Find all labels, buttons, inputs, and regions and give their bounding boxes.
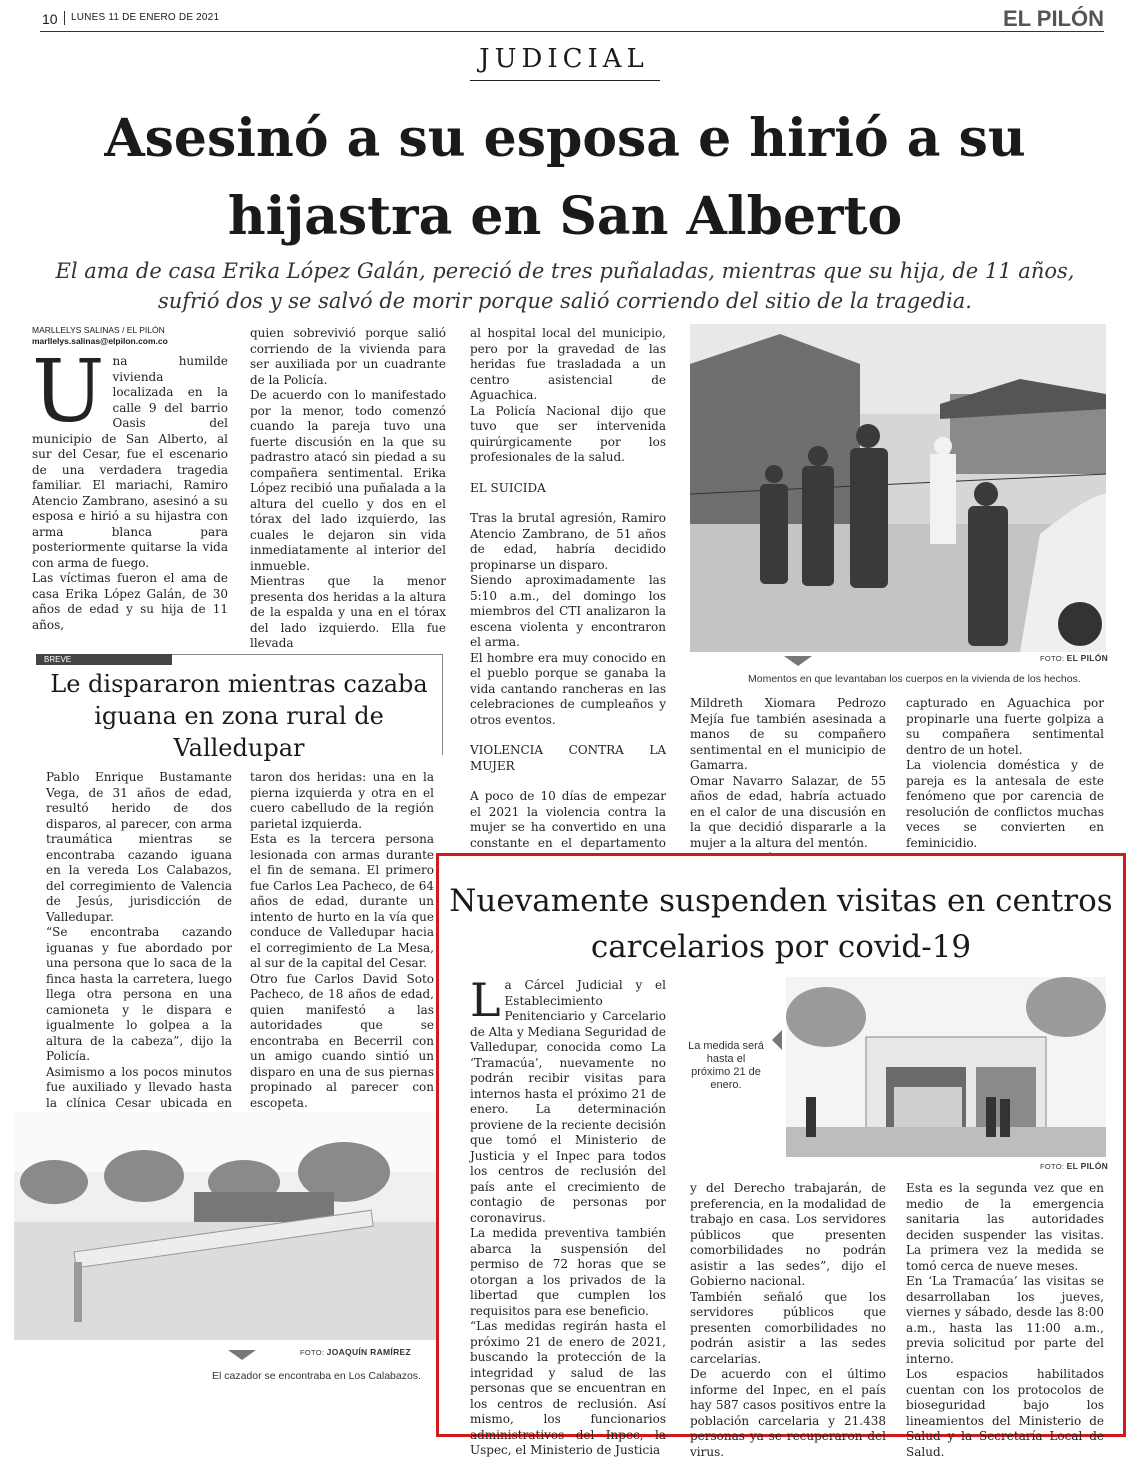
main-col3a-text: al hospital local del municipio, pero por la gravedad de las heridas fue trasladada a un centro asistencial de Aguachica.: [470, 326, 666, 402]
covid-col3c-text: Los espacios habilitados cuentan con los protocolos de bioseguridad bajo los lineamientos del Ministerio de Salud y la Secretaría Local de Salud.: [906, 1367, 1104, 1459]
covid-col-1: [470, 973, 666, 1459]
side-caption-arrow-icon: [772, 1030, 782, 1050]
covid-col1b-text: La medida preventiva también abarca la suspensión del permiso de 72 horas que se otorgan a los privados de la libertad que cumplen los requisitos para ese beneficio.: [470, 1226, 666, 1318]
brief-photo-credit: FOTO: JOAQUÍN RAMÍREZ: [300, 1347, 411, 1357]
main-col3e-text: El hombre era muy conocido en el pueblo porque se ganaba la vida cantando rancheras en las celebraciones de cumpleaños y otros eventos.: [470, 650, 666, 727]
main-col-3: [470, 326, 666, 883]
main-col3b-text: La Policía Nacional dijo que tuvo que ser intervenida quirúrgicamente por los profesionales de la salud.: [470, 403, 666, 464]
brief-col2a-text: taron dos heridas: una en la pierna izquierda y otra en el cuero cabelludo de la región parietal izquierda.: [250, 770, 434, 831]
main-col3c-text: Tras la brutal agresión, Ramiro Atencio Zambrano, de 51 años de edad, habría decidido propinarse un disparo.: [470, 511, 666, 572]
main-col-4: [690, 696, 886, 852]
main-col1b-text: Las víctimas fueron el ama de casa Erika López Galán, de 30 años de edad y su hija de 11 años,: [32, 571, 228, 632]
main-col3d-text: Siendo aproximadamente las 5:10 a.m., del domingo los miembros del CTI analizaron la escena violenta y encontraron el arma.: [470, 573, 666, 649]
main-col5b-text: La violencia doméstica y de pareja es la antesala de este fenómeno que por carencia de resolución de conflictos muchas veces se convierten en feminicidio.: [906, 758, 1104, 850]
main-photo-credit: FOTO: EL PILÓN: [1040, 653, 1109, 663]
covid-col3a-text: Esta es la segunda vez que en medio de la emergencia sanitaria las autoridades deciden suspender las visitas. La primera vez la medida se tomó cerca de nueve meses.: [906, 1181, 1104, 1273]
subtitle-violencia: VIOLENCIA CONTRA LA MUJER: [470, 743, 666, 773]
brief-col-1: [46, 770, 232, 1127]
main-photo-caption: Momentos en que levantaban los cuerpos en la vivienda de los hechos.: [748, 673, 1081, 685]
brief-caption-arrow-icon: [228, 1350, 256, 1360]
main-col2a-text: quien sobrevivió porque salió corriendo de la vivienda para ser auxiliada por un cuadrante de la Policía.: [250, 326, 446, 387]
byline-author: MARLLELYS SALINAS / EL PILÓN: [32, 325, 165, 335]
main-col-5: [906, 696, 1104, 852]
brief-col2b-text: Esta es la tercera persona lesionada con armas durante el fin de semana. El primero fue Carlos Lea Pacheco, de 64 años de edad, durante un intento de hurto en la vía que conduce de Valledupar hacia el corregimiento de La Mesa, al sur de la capital del Cesar.: [250, 832, 434, 970]
brief-photo-caption: El cazador se encontraba en Los Calabazos.: [212, 1370, 421, 1382]
main-col-2: [250, 326, 446, 652]
brief-col1-text: Pablo Enrique Bustamante Vega, de 31 años de edad, resultó herido de dos disparos, al parecer, con arma traumática mientras se encontraba cazando iguana en la vereda Los Calabazos, del corregimiento de Valencia de Jesús, jurisdicción de Valledupar.: [46, 770, 232, 924]
covid-dropcap: L: [470, 973, 501, 1027]
covid-col1a-text: a Cárcel Judicial y el Establecimiento Penitenciario y Carcelario de Alta y Mediana Seguridad de Valledupar, conocida como La ‘Tramacúa’, nuevamente no podrán recibir visitas para internos hasta el próximo 21 de enero. La determinación proviene de la reciente decisión que tomó el Ministerio de Justicia y el Inpec para todos los centros de reclusión del país ante el crecimiento de contagio de personas por coronavirus.: [470, 978, 666, 1225]
main-dropcap: U: [32, 342, 105, 442]
main-col2b-text: De acuerdo con lo manifestado por la menor, todo comenzó cuando la pareja tuvo una fuerte discusión en la que su padrastro atacó sin piedad a su compañera sentimental. Erika López recibió una puñalada a la altura del cuello y dos en el tórax del lado izquierdo, las cuales le dejaron sin vida inmediatamente al interior del inmueble.: [250, 388, 446, 573]
prison-entrance-photo: [786, 977, 1106, 1157]
main-subhead: El ama de casa Erika López Galán, pereció de tres puñaladas, mientras que su hija, de 11 años, sufrió dos y se salvó de morir porque salió corriendo del sitio de la tragedia.: [55, 259, 1075, 313]
main-col5a-text: capturado en Aguachica por propinarle una fuerte golpiza a su compañera sentimental dentro de un hotel.: [906, 696, 1104, 757]
main-col2c-text: Mientras que la menor presenta dos heridas a la altura de la espalda y una en el tórax del lado izquierdo. Ella fue llevada: [250, 574, 446, 650]
header-rule: [40, 31, 1104, 32]
main-col4a-text: Mildreth Xiomara Pedrozo Mejía fue también asesinada a manos de su compañero sentimental en el municipio de Gamarra.: [690, 696, 886, 772]
covid-col2c-text: De acuerdo con el último informe del Inpec, en el país hay 587 casos positivos entre la población carcelaria y 21.438 personas ya se recuperaron del virus.: [690, 1367, 886, 1459]
brief-col1c-text: Asimismo a los pocos minutos fue auxiliado y llevado hasta la clínica Cesar ubicada en: [46, 1064, 232, 1110]
main-col4b-text: Omar Navarro Salazar, de 55 años de edad, habría actuado en el calor de una discusión en la que decidió dispararle a la mujer a la altura del mentón.: [690, 773, 886, 850]
main-col1-text: na humilde vivienda localizada en la calle 9 del barrio Oasis del municipio de San Alberto, al sur del Cesar, fue el escenario de una verdadera tragedia familiar. El mariachi, Ramiro Atencio Zambrano, asesinó a su esposa e hirió a su hijastra con arma blanca para posteriormente quitarse la vida con arma de fuego.: [32, 354, 228, 570]
covid-col1c-text: “Las medidas regirán hasta el próximo 21 de enero de 2021, buscando la protección de la integridad y salud de las personas que se encuentran en los centros de reclusión. Así mismo, los funcionarios administrativos del Inpec, la Uspec, el Ministerio de Justicia: [470, 1319, 666, 1457]
covid-photo: [786, 977, 1106, 1157]
covid-headline: Nuevamente suspenden visitas en centros carcelarios por covid-19: [449, 883, 1113, 965]
covid-col3b-text: En ‘La Tramacúa’ las visitas se desarrollaban los jueves, viernes y sábado, desde las 8:00 a.m., hasta las 11:00 a.m., previa solicitud por parte del interno.: [906, 1274, 1104, 1366]
caption-arrow-icon: [784, 656, 812, 666]
brief-headline: Le dispararon mientras cazaba iguana en zona rural de Valledupar: [50, 670, 428, 762]
byline-email: marllelys.salinas@elpilon.com.co: [32, 336, 168, 346]
covid-col-2: [690, 1181, 886, 1460]
main-col3f-text: A poco de 10 días de empezar el 2021 la violencia contra la mujer se ha convertido en una constante en el departamento: [470, 789, 666, 850]
page-number: 10: [42, 11, 58, 27]
subtitle-el-suicida: EL SUICIDA: [470, 480, 546, 495]
brief-col2c-text: Otro fue Carlos David Soto Pacheco, de 18 años de edad, quien manifestó a las autoridades que se encontraba en Becerril con un amigo cuando sintió un disparo en una de sus piernas propinado al parecer con escopeta.: [250, 971, 434, 1110]
brief-photo: [14, 1112, 436, 1340]
covid-col-3: [906, 1181, 1104, 1460]
brief-col1b-text: “Se encontraba cazando iguanas y fue abordado por una persona que lo saca de la finca hasta la carretera, luego llega otra persona en una camioneta y le dispara e igualmente lo golpea a la altura de la cabeza”, dijo la Policía.: [46, 925, 232, 1063]
brief-col-2: [250, 770, 434, 1111]
covid-photo-credit: FOTO: EL PILÓN: [1040, 1161, 1109, 1171]
covid-col2b-text: También señaló que los servidores públicos que presenten comorbilidades no podrán asistir a las sedes carcelarias.: [690, 1289, 886, 1366]
brief-tag: BREVE: [36, 654, 172, 665]
covid-col2a-text: y del Derecho trabajarán, de preferencia, en la modalidad de trabajo en casa. Los servidores públicos que presenten comorbilidades no podrán asistir a las sedes”, dijo el Gobierno nacional.: [690, 1181, 886, 1288]
issue-date: LUNES 11 DE ENERO DE 2021: [64, 11, 219, 25]
newspaper-logo: EL PILÓN: [1002, 6, 1104, 31]
hunting-scene-photo: [14, 1112, 436, 1340]
crime-scene-photo: [690, 324, 1106, 652]
main-photo: [690, 324, 1106, 652]
section-rule: [470, 80, 660, 81]
covid-side-caption: La medida será hasta el próximo 21 de enero.: [688, 1040, 764, 1091]
main-headline: Asesinó a su esposa e hirió a su hijastra en San Alberto: [104, 108, 1026, 247]
main-col-1: [32, 342, 228, 633]
section-title: JUDICIAL: [479, 44, 649, 74]
